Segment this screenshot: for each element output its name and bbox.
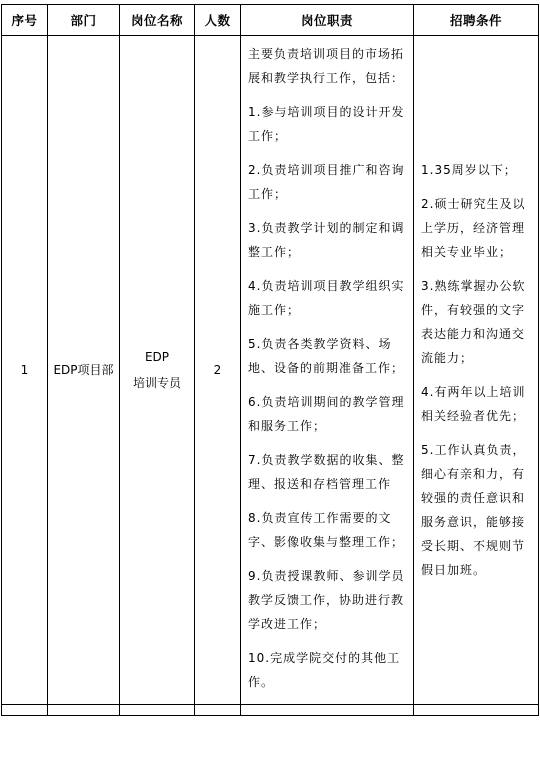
empty-cell (48, 705, 120, 716)
cell-duties (241, 36, 414, 705)
requirement-item: 5.工作认真负责，细心有亲和力，有较强的责任意识和服务意识，能够接受长期、不规则节假日加班。 (421, 443, 526, 577)
duty-item: 1.参与培训项目的设计开发工作； (248, 105, 405, 143)
cell-requirements (414, 36, 539, 705)
empty-cell (195, 705, 241, 716)
duty-item: 9.负责授课教师、参训学员教学反馈工作，协助进行教学改进工作； (248, 569, 405, 631)
position-line-1: EDP (144, 350, 170, 364)
duty-item: 8.负责宣传工作需要的文字、影像收集与整理工作； (248, 511, 405, 549)
header-dept: 部门 (48, 5, 120, 36)
duty-item: 4.负责培训项目教学组织实施工作； (248, 279, 405, 317)
empty-cell (120, 705, 195, 716)
header-seq: 序号 (2, 5, 48, 36)
cell-seq: 1 (2, 36, 48, 705)
header-duties: 岗位职责 (241, 5, 414, 36)
empty-cell (414, 705, 539, 716)
recruitment-table (1, 4, 539, 716)
header-count: 人数 (195, 5, 241, 36)
duty-item: 5.负责各类教学资料、场地、设备的前期准备工作； (248, 337, 405, 375)
empty-cell (2, 705, 48, 716)
requirement-item: 4.有两年以上培训相关经验者优先； (421, 385, 526, 423)
cell-dept: EDP项目部 (48, 36, 120, 705)
duty-item: 2.负责培训项目推广和咨询工作； (248, 163, 405, 201)
table-row (2, 36, 539, 705)
cell-position (120, 36, 195, 705)
requirement-item: 3.熟练掌握办公软件，有较强的文字表达能力和沟通交流能力； (421, 279, 526, 365)
header-position: 岗位名称 (120, 5, 195, 36)
duty-item: 主要负责培训项目的市场拓展和教学执行工作，包括： (248, 47, 405, 85)
cell-count: 2 (195, 36, 241, 705)
duty-item: 10.完成学院交付的其他工作。 (248, 651, 401, 689)
requirement-item: 2.硕士研究生及以上学历，经济管理相关专业毕业； (421, 197, 526, 259)
duty-item: 7.负责教学数据的收集、整理、报送和存档管理工作 (248, 453, 405, 491)
header-row (2, 5, 539, 36)
position-line-2: 培训专员 (132, 376, 181, 390)
requirement-item: 1.35周岁以下； (421, 163, 517, 177)
header-requirements: 招聘条件 (414, 5, 539, 36)
duty-item: 3.负责教学计划的制定和调整工作； (248, 221, 405, 259)
empty-cell (241, 705, 414, 716)
next-row-stub (2, 705, 539, 716)
duty-item: 6.负责培训期间的教学管理和服务工作； (248, 395, 405, 433)
